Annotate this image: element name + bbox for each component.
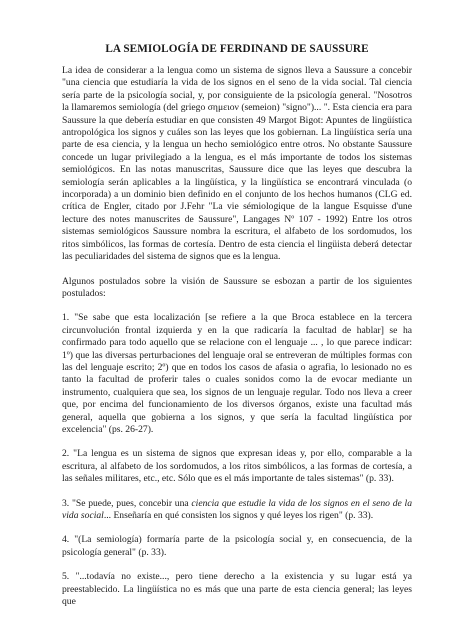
document-title: LA SEMIOLOGÍA DE FERDINAND DE SAUSSURE <box>105 43 369 55</box>
postulate-4-paragraph: 4. "(La semiología) formaría parte de la psicología social y, en consecuencia, de la psicología general" (p. 33). <box>62 534 412 558</box>
postulate-3-italic-quote: ciencia que estudie la vida de los signos en el seno de la vida social <box>62 497 413 521</box>
postulate-1-paragraph: 1. "Se sabe que esta localización [se refiere a la que Broca establece en la tercera circunvolución frontal izquierda y en la que radicaría la facultad de hablar] se ha confirmado para todo aquello que se relacione con el lenguaje ... , lo que parece indicar: 1º) que las diversas perturbaciones del lenguaje oral se entreveran de múltiples formas con las del lenguaje escrito; 2º) que en todos los casos de afasia o agrafia, lo lesionado no es tanto la facultad de proferir tales o cuales sonidos como la de evocar mediante un instrumento, cualquiera que sea, los signos de un lenguaje regular. Todo nos lleva a creer que, por encima del funcionamiento de los diversos órganos, existe una facultad más general, aquella que gobierna a los signos, y que sería la facultad lingüística por excelencia" (ps. 26-27). <box>62 312 412 435</box>
postulates-intro-paragraph: Algunos postulados sobre la visión de Saussure se esbozan a partir de los siguientes postulados: <box>62 275 412 299</box>
intro-paragraph: La idea de considerar a la lengua como un sistema de signos lleva a Saussure a concebir "una ciencia que estudiaría la vida de los signos en el seno de la vida social. Tal ciencia sería parte de la psicología social, y, por consiguiente de la psicología general. "Nosotros la llamaremos semiología (del griego σημειον (semeion) "signo")... ". Esta ciencia era para Saussure la que debería estudiar en que consisten 49 Margot Bigot: Apuntes de lingüística antropológica los signos y cuáles son las leyes que los gobiernan. La lingüística sería una parte de esa ciencia, y la lengua un hecho semiológico entre otros. No obstante Saussure concede un lugar privilegiado a la lengua, es el más importante de todos los sistemas semiológicos. En las notas manuscritas, Saussure dice que las leyes que descubra la semiología serán aplicables a la lingüística, y la lingüística se encontrará vinculada (o incorporada) a un dominio bien definido en el conjunto de los hechos humanos (CLG ed. crítica de Engler, citado por J.Fehr "La vie sémiologique de la langue Esquisse d'une lecture des notes manuscrites de Saussure", Langages Nº 107 - 1992) Entre los otros sistemas semiológicos Saussure nombra la escritura, el alfabeto de los sordomudos, los ritos simbólicos, las formas de cortesía. Dentro de esta ciencia el lingüista deberá detectar las peculiaridades del sistema de signos que es la lengua. <box>62 65 412 263</box>
postulate-3-paragraph <box>62 498 412 523</box>
postulate-2-paragraph: 2. "La lengua es un sistema de signos que expresan ideas y, por ello, comparable a la escritura, al alfabeto de los sordomudos, a los ritos simbólicos, a las formas de cortesía, a las señales militares, etc., etc. Sólo que es el más importante de tales sistemas" (p. 33). <box>62 448 412 485</box>
postulate-3-text-end: ... Enseñaría en qué consisten los signos y qué leyes los rigen" (p. 33). <box>103 510 374 521</box>
postulate-5-paragraph: 5. "...todavía no existe..., pero tiene derecho a la existencia y su lugar está ya preestablecido. La lingüística no es más que una parte de esta ciencia general; las leyes que <box>62 571 412 608</box>
postulate-3-text-start: 3. "Se puede, pues, concebir una <box>62 497 192 509</box>
